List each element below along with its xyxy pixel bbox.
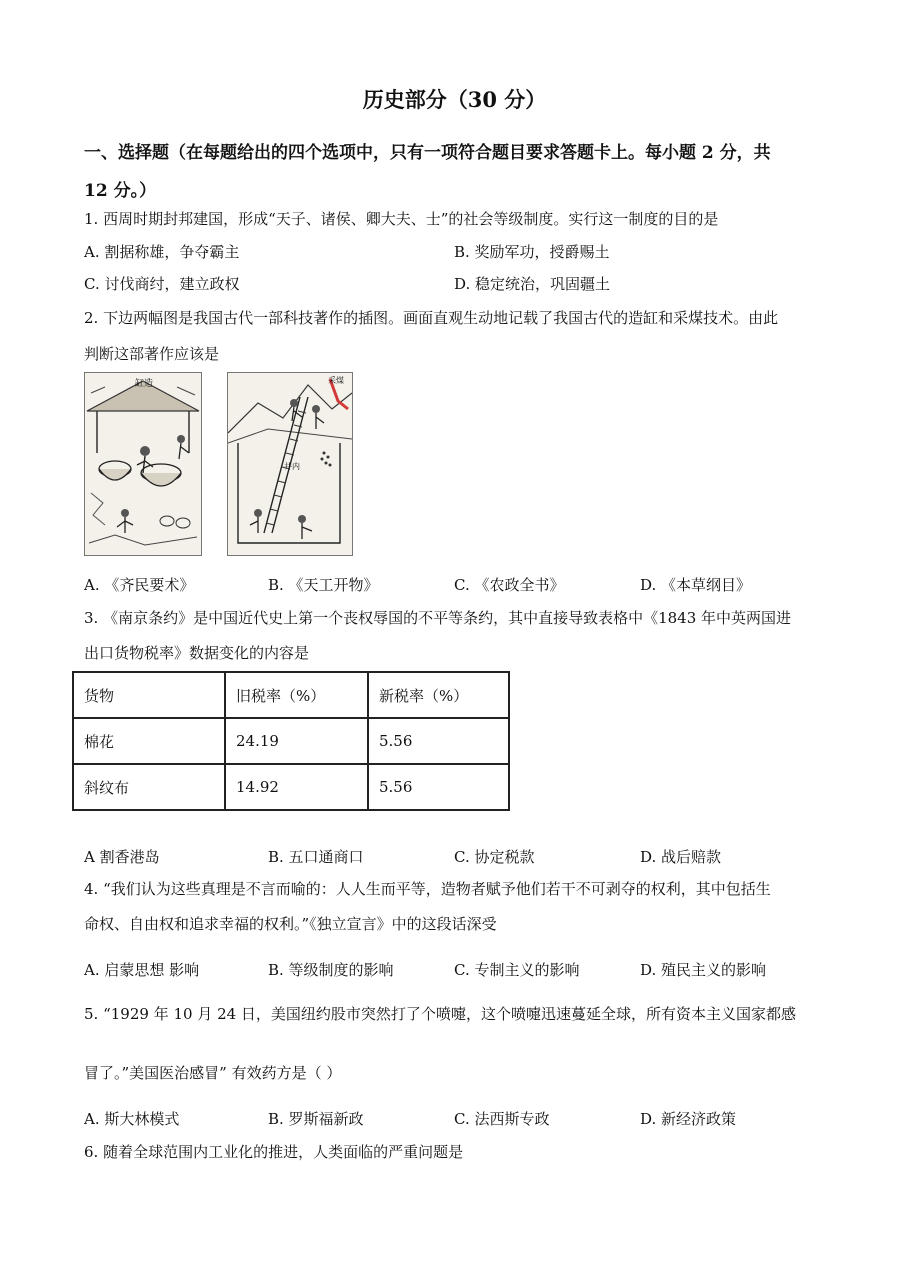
q2-option-c[interactable]: C. 《农政全书》	[454, 576, 565, 594]
page-title: 历史部分（30 分）	[362, 87, 547, 112]
q5-option-b[interactable]: B. 罗斯福新政	[268, 1110, 364, 1128]
section-heading-line1: 一、选择题（在每题给出的四个选项中，只有一项符合题目要求答题卡上。每小题 2 分，共	[84, 143, 771, 163]
q2-option-b[interactable]: B. 《天工开物》	[268, 576, 379, 594]
tax-rate-table	[72, 671, 510, 811]
table-cell: 14.92	[225, 764, 368, 810]
illustration-label-well: 井内	[284, 462, 300, 471]
question-4-stem-line1: 4. “我们认为这些真理是不言而喻的：人人生而平等，造物者赋予他们若干不可剥夺的权利，其中包括生	[84, 880, 771, 898]
q1-option-a[interactable]: A. 割据称雄，争夺霸主	[84, 243, 240, 261]
question-4-stem-line2: 命权、自由权和追求幸福的权利。”《独立宣言》中的这段话深受	[84, 915, 497, 933]
vat-making-drawing	[85, 373, 201, 555]
section-heading-line2: 12 分。）	[84, 181, 157, 201]
q1-option-c[interactable]: C. 讨伐商纣，建立政权	[84, 275, 240, 293]
q5-option-c[interactable]: C. 法西斯专政	[454, 1110, 550, 1128]
q1-option-b[interactable]: B. 奖励军功，授爵赐土	[454, 243, 610, 261]
question-5-stem-line2: 冒了。”美国医治感冒” 有效药方是（ ）	[84, 1064, 342, 1082]
illustration-vat-making	[84, 372, 202, 556]
table-cell: 棉花	[73, 718, 225, 764]
table-header-cell: 货物	[73, 672, 225, 718]
table-cell: 斜纹布	[73, 764, 225, 810]
illustration-label-coal: 采煤	[328, 376, 344, 385]
q4-option-d[interactable]: D. 殖民主义的影响	[640, 961, 767, 979]
illustration-label-vat: 缸造	[135, 379, 154, 389]
question-3-stem-line1: 3. 《南京条约》是中国近代史上第一个丧权辱国的不平等条约，其中直接导致表格中《1843 年中英两国进	[84, 609, 792, 627]
table-header-row	[73, 672, 509, 718]
q4-option-c[interactable]: C. 专制主义的影响	[454, 961, 580, 979]
table-header-cell: 旧税率（%）	[225, 672, 368, 718]
question-2-stem-line1: 2. 下边两幅图是我国古代一部科技著作的插图。画面直观生动地记载了我国古代的造缸和采煤技术。由此	[84, 309, 779, 327]
q5-option-d[interactable]: D. 新经济政策	[640, 1110, 737, 1128]
table-cell: 5.56	[368, 764, 509, 810]
table-row	[73, 764, 509, 810]
q2-option-a[interactable]: A. 《齐民要术》	[84, 576, 195, 594]
table-cell: 5.56	[368, 718, 509, 764]
q3-option-d[interactable]: D. 战后赔款	[640, 848, 722, 866]
q3-option-b[interactable]: B. 五口通商口	[268, 848, 364, 866]
question-3-stem-line2: 出口货物税率》数据变化的内容是	[84, 644, 310, 662]
question-1-stem: 1. 西周时期封邦建国，形成“天子、诸侯、卿大夫、士”的社会等级制度。实行这一制度的目的是	[84, 210, 719, 228]
q3-option-a[interactable]: A 割香港岛	[84, 848, 160, 866]
q1-option-d[interactable]: D. 稳定统治，巩固疆土	[454, 275, 611, 293]
table-header-cell: 新税率（%）	[368, 672, 509, 718]
question-6-stem: 6. 随着全球范围内工业化的推进，人类面临的严重问题是	[84, 1143, 464, 1161]
q2-option-d[interactable]: D. 《本草纲目》	[640, 576, 752, 594]
table-cell: 24.19	[225, 718, 368, 764]
q3-option-c[interactable]: C. 协定税款	[454, 848, 535, 866]
question-2-stem-line2: 判断这部著作应该是	[84, 345, 220, 363]
table-row	[73, 718, 509, 764]
q4-option-a[interactable]: A. 启蒙思想 影响	[84, 961, 200, 979]
question-5-stem-line1: 5. “1929 年 10 月 24 日，美国纽约股市突然打了个喷嚏，这个喷嚏迅速蔓延全球，所有资本主义国家都感	[84, 1005, 796, 1023]
illustration-coal-mining	[227, 372, 353, 556]
q5-option-a[interactable]: A. 斯大林模式	[84, 1110, 180, 1128]
q4-option-b[interactable]: B. 等级制度的影响	[268, 961, 394, 979]
